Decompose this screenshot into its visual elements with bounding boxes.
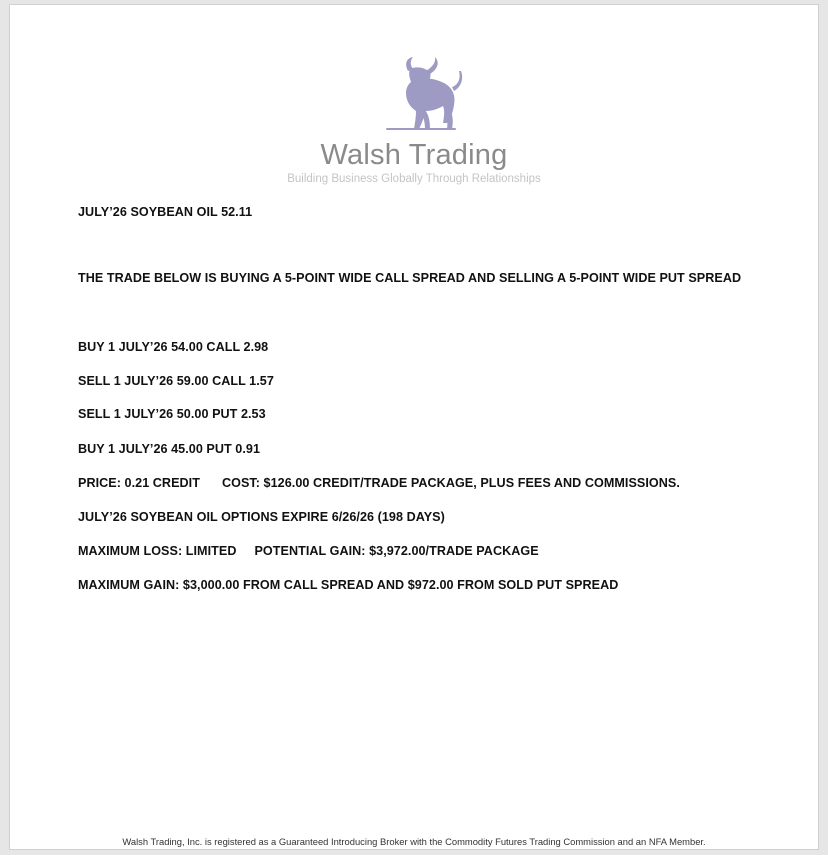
footer-disclaimer: Walsh Trading, Inc. is registered as a Guaranteed Introducing Broker with the Commodity Futures Trading Commission and an NFA Member. [122,836,706,847]
bull-icon [364,55,464,133]
loss-gain-line [78,544,539,558]
price-cost-line [78,476,680,490]
trade-leg: SELL 1 JULY’26 59.00 CALL 1.57 [78,374,274,388]
max-loss-text: MAXIMUM LOSS: LIMITED [78,544,237,558]
trade-leg: BUY 1 JULY’26 45.00 PUT 0.91 [78,442,261,456]
company-logo [10,55,818,186]
max-gain-line: MAXIMUM GAIN: $3,000.00 FROM CALL SPREAD AND $972.00 FROM SOLD PUT SPREAD [78,578,619,592]
document-page [9,4,819,850]
trade-summary: THE TRADE BELOW IS BUYING A 5-POINT WIDE CALL SPREAD AND SELLING A 5-POINT WIDE PUT SPREAD [78,271,742,285]
potential-gain-text: POTENTIAL GAIN: $3,972.00/TRADE PACKAGE [254,544,539,558]
price-text: PRICE: 0.21 CREDIT [78,476,200,490]
expiry-line: JULY’26 SOYBEAN OIL OPTIONS EXPIRE 6/26/26 (198 DAYS) [78,510,445,524]
trade-leg: BUY 1 JULY’26 54.00 CALL 2.98 [78,340,269,354]
brand-name: Walsh Trading [320,139,508,171]
contract-price-line: JULY’26 SOYBEAN OIL 52.11 [78,205,253,219]
brand-tagline: Building Business Globally Through Relationships [287,173,541,185]
trade-leg: SELL 1 JULY’26 50.00 PUT 2.53 [78,407,266,421]
cost-text: COST: $126.00 CREDIT/TRADE PACKAGE, PLUS FEES AND COMMISSIONS. [221,476,680,490]
